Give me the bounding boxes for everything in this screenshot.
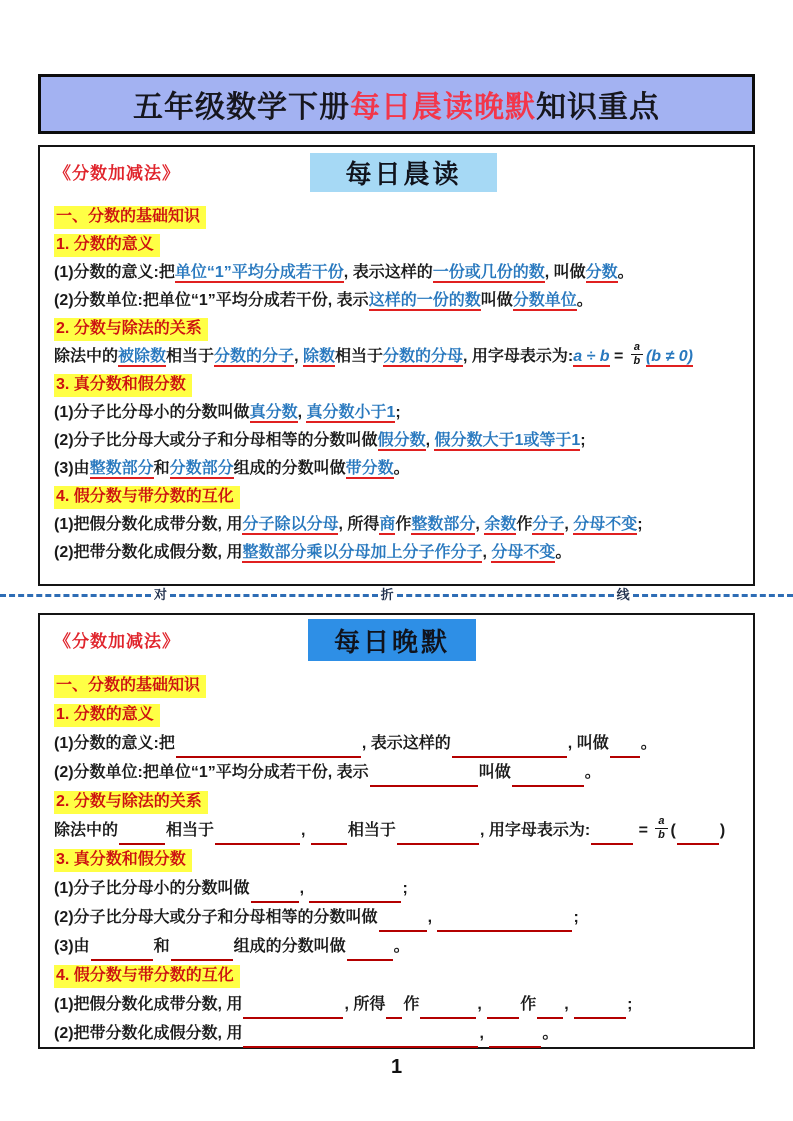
key-term: 余数 xyxy=(484,516,517,533)
section-heading xyxy=(54,371,741,399)
fill-in-blank xyxy=(176,739,361,758)
text-segment: (1)分数的意义:把 xyxy=(54,735,175,752)
text-line xyxy=(54,816,741,845)
text-segment: (2)分数单位:把单位“1”平均分成若干份, 表示 xyxy=(54,764,369,781)
key-term: 整数部分 xyxy=(89,460,154,477)
fill-in-blank xyxy=(370,768,478,787)
text-line xyxy=(54,259,741,287)
highlighted-heading-text: 3. 真分数和假分数 xyxy=(54,849,192,872)
text-segment: ) xyxy=(719,822,726,839)
evening-content xyxy=(40,669,753,1048)
key-term: 假分数 xyxy=(377,432,426,449)
morning-section-header xyxy=(40,147,753,201)
text-segment: , xyxy=(427,909,437,926)
text-segment: 。 xyxy=(576,292,593,309)
text-line xyxy=(54,874,741,903)
text-segment: ; xyxy=(573,909,579,926)
key-term: 整数部分乘以分母加上分子作分子 xyxy=(242,544,483,561)
text-segment: , 用字母表示为: xyxy=(463,348,574,365)
fill-in-blank xyxy=(347,942,393,961)
section-heading xyxy=(54,787,741,816)
text-segment: , xyxy=(564,996,574,1013)
fill-in-blank xyxy=(311,826,347,845)
text-line xyxy=(54,343,741,371)
text-segment: 。 xyxy=(640,735,657,752)
section-heading xyxy=(54,483,741,511)
fill-in-blank xyxy=(171,942,233,961)
highlighted-heading-text: 3. 真分数和假分数 xyxy=(54,374,192,397)
text-segment: 相当于 xyxy=(166,822,215,839)
text-segment: 相当于 xyxy=(166,348,215,365)
fill-in-blank xyxy=(487,1000,519,1019)
key-term: 商 xyxy=(379,516,396,533)
key-term: 整数部分 xyxy=(411,516,476,533)
morning-reading-section xyxy=(38,145,755,586)
text-segment: (3)由 xyxy=(54,460,90,477)
highlighted-heading-text: 一、分数的基础知识 xyxy=(54,675,206,698)
key-term: 假分数大于1或等于1 xyxy=(434,432,581,449)
section-heading xyxy=(54,700,741,729)
fraction-a-over-b: $\frac{a}{b}$ xyxy=(655,816,667,841)
highlighted-heading-text: 1. 分数的意义 xyxy=(54,704,160,727)
text-segment: 除法中的 xyxy=(54,348,119,365)
text-line xyxy=(54,455,741,483)
fill-in-blank xyxy=(591,826,633,845)
text-segment: ; xyxy=(637,516,643,533)
fill-in-blank xyxy=(215,826,300,845)
text-segment: ; xyxy=(580,432,586,449)
morning-content xyxy=(40,201,753,567)
key-term: 分数的分母 xyxy=(382,348,463,365)
key-term: 分数部分 xyxy=(169,460,234,477)
text-line xyxy=(54,903,741,932)
key-term: 分母不变 xyxy=(491,544,556,561)
section-heading xyxy=(54,315,741,343)
text-segment: , 所得 xyxy=(338,516,380,533)
text-line xyxy=(54,539,741,567)
text-segment: (1)分子比分母小的分数叫做 xyxy=(54,880,250,897)
fold-line xyxy=(0,587,793,603)
fill-in-blank xyxy=(512,768,584,787)
fill-in-blank xyxy=(243,1029,478,1048)
text-segment: , xyxy=(477,996,487,1013)
fold-char-1: 对 xyxy=(153,587,167,602)
text-segment: 作 xyxy=(395,516,412,533)
text-segment: , xyxy=(475,516,485,533)
fill-in-blank xyxy=(397,826,479,845)
key-term: 被除数 xyxy=(118,348,167,365)
text-segment: , xyxy=(425,432,435,449)
fill-in-blank xyxy=(537,1000,563,1019)
evening-recitation-section xyxy=(38,613,755,1049)
fill-in-blank xyxy=(379,913,427,932)
text-segment: (1)把假分数化成带分数, 用 xyxy=(54,996,243,1013)
text-segment: 每日晨读晚默 xyxy=(350,91,536,124)
text-segment: (3)由 xyxy=(54,938,90,955)
page-title-banner xyxy=(38,74,755,134)
text-segment: 相当于 xyxy=(334,348,383,365)
fill-in-blank xyxy=(610,739,640,758)
text-segment: , xyxy=(301,822,310,839)
text-segment: 。 xyxy=(542,1025,559,1042)
morning-topic-label: 《分数加减法》 xyxy=(54,164,180,183)
key-term: 一份或几份的数 xyxy=(432,264,545,281)
fill-in-blank xyxy=(420,1000,476,1019)
text-segment: , xyxy=(297,404,307,421)
key-term: a ÷ b xyxy=(573,348,610,365)
key-term: 分母不变 xyxy=(573,516,638,533)
text-segment: = xyxy=(609,348,628,365)
section-heading xyxy=(54,231,741,259)
text-segment: (2)分子比分母大或分子和分母相等的分数叫做 xyxy=(54,432,378,449)
text-segment: , xyxy=(564,516,574,533)
key-term: (b ≠ 0) xyxy=(645,348,693,365)
text-segment: 和 xyxy=(153,938,170,955)
text-segment: (2)分子比分母大或分子和分母相等的分数叫做 xyxy=(54,909,378,926)
key-term: 单位“1”平均分成若干份 xyxy=(174,264,344,281)
fill-in-blank xyxy=(119,826,165,845)
section-heading xyxy=(54,203,741,231)
text-segment: 作 xyxy=(516,516,533,533)
key-term: 分数单位 xyxy=(512,292,577,309)
text-segment: , xyxy=(482,544,492,561)
text-segment: (1)把假分数化成带分数, 用 xyxy=(54,516,243,533)
text-segment: ; xyxy=(402,880,408,897)
key-term: 分数的分子 xyxy=(214,348,295,365)
key-term: 带分数 xyxy=(345,460,394,477)
fold-char-3: 线 xyxy=(616,587,630,602)
highlighted-heading-text: 4. 假分数与带分数的互化 xyxy=(54,486,240,509)
fold-char-2: 折 xyxy=(380,587,394,602)
key-term: 分数 xyxy=(585,264,618,281)
text-segment: 相当于 xyxy=(347,822,396,839)
text-segment: 和 xyxy=(153,460,170,477)
text-segment: 知识重点 xyxy=(536,91,660,124)
key-term: 分子 xyxy=(532,516,565,533)
text-segment: (2)把带分数化成假分数, 用 xyxy=(54,544,243,561)
text-segment: , xyxy=(479,1025,489,1042)
text-segment: 。 xyxy=(393,938,410,955)
text-segment: ; xyxy=(627,996,633,1013)
text-segment: 五年级数学下册 xyxy=(133,91,350,124)
fill-in-blank xyxy=(243,1000,343,1019)
text-segment: 。 xyxy=(393,460,410,477)
fill-in-blank xyxy=(437,913,572,932)
text-line xyxy=(54,399,741,427)
fill-in-blank xyxy=(452,739,567,758)
fraction-a-over-b: $\frac{a}{b}$ xyxy=(631,342,643,367)
highlighted-heading-text: 一、分数的基础知识 xyxy=(54,206,206,229)
text-segment: 叫做 xyxy=(478,764,511,781)
text-segment: 叫做 xyxy=(480,292,513,309)
text-segment: = xyxy=(634,822,653,839)
text-segment: 。 xyxy=(617,264,634,281)
text-segment: 作 xyxy=(403,996,420,1013)
text-segment: , 所得 xyxy=(344,996,386,1013)
text-segment: (2)把带分数化成假分数, 用 xyxy=(54,1025,243,1042)
evening-topic-label: 《分数加减法》 xyxy=(54,632,180,651)
section-heading xyxy=(54,671,741,700)
fill-in-blank xyxy=(489,1029,541,1048)
key-term: 真分数小于1 xyxy=(306,404,396,421)
page-number: 1 xyxy=(390,1056,403,1078)
text-segment: , 表示这样的 xyxy=(343,264,433,281)
text-segment: , 叫做 xyxy=(544,264,586,281)
section-heading xyxy=(54,845,741,874)
text-segment: 作 xyxy=(520,996,537,1013)
text-segment: , xyxy=(294,348,303,365)
fill-in-blank xyxy=(91,942,153,961)
text-segment: , 表示这样的 xyxy=(361,735,451,752)
key-term: 这样的一份的数 xyxy=(368,292,481,309)
fill-in-blank xyxy=(386,1000,402,1019)
evening-section-header xyxy=(40,615,753,669)
fold-dash xyxy=(633,594,793,597)
text-segment: 组成的分数叫做 xyxy=(233,460,346,477)
text-segment: , 叫做 xyxy=(567,735,609,752)
fold-dash xyxy=(397,594,614,597)
text-segment: ( xyxy=(670,822,676,839)
text-segment: 除法中的 xyxy=(54,822,119,839)
fold-dash xyxy=(170,594,378,597)
evening-badge: 每日晚默 xyxy=(308,619,476,661)
text-line xyxy=(54,287,741,315)
text-line xyxy=(54,932,741,961)
text-line xyxy=(54,758,741,787)
highlighted-heading-text: 2. 分数与除法的关系 xyxy=(54,318,208,341)
fill-in-blank xyxy=(677,826,719,845)
morning-badge: 每日晨读 xyxy=(310,153,497,192)
highlighted-heading-text: 4. 假分数与带分数的互化 xyxy=(54,965,240,988)
text-segment: 。 xyxy=(555,544,572,561)
text-segment: 组成的分数叫做 xyxy=(233,938,346,955)
text-segment: (1)分数的意义:把 xyxy=(54,264,175,281)
text-line xyxy=(54,729,741,758)
fill-in-blank xyxy=(574,1000,626,1019)
text-segment: ; xyxy=(395,404,401,421)
text-line xyxy=(54,990,741,1019)
fill-in-blank xyxy=(309,884,401,903)
highlighted-heading-text: 2. 分数与除法的关系 xyxy=(54,791,208,814)
text-line xyxy=(54,1019,741,1048)
text-line xyxy=(54,511,741,539)
text-segment: 。 xyxy=(584,764,601,781)
key-term: 分子除以分母 xyxy=(242,516,339,533)
key-term: 除数 xyxy=(302,348,335,365)
key-term: 真分数 xyxy=(249,404,298,421)
text-segment: , 用字母表示为: xyxy=(479,822,591,839)
text-segment: , xyxy=(299,880,309,897)
section-heading xyxy=(54,961,741,990)
text-line xyxy=(54,427,741,455)
text-segment: (2)分数单位:把单位“1”平均分成若干份, 表示 xyxy=(54,292,369,309)
text-segment: (1)分子比分母小的分数叫做 xyxy=(54,404,250,421)
fold-dash xyxy=(0,594,151,597)
highlighted-heading-text: 1. 分数的意义 xyxy=(54,234,160,257)
fill-in-blank xyxy=(251,884,299,903)
